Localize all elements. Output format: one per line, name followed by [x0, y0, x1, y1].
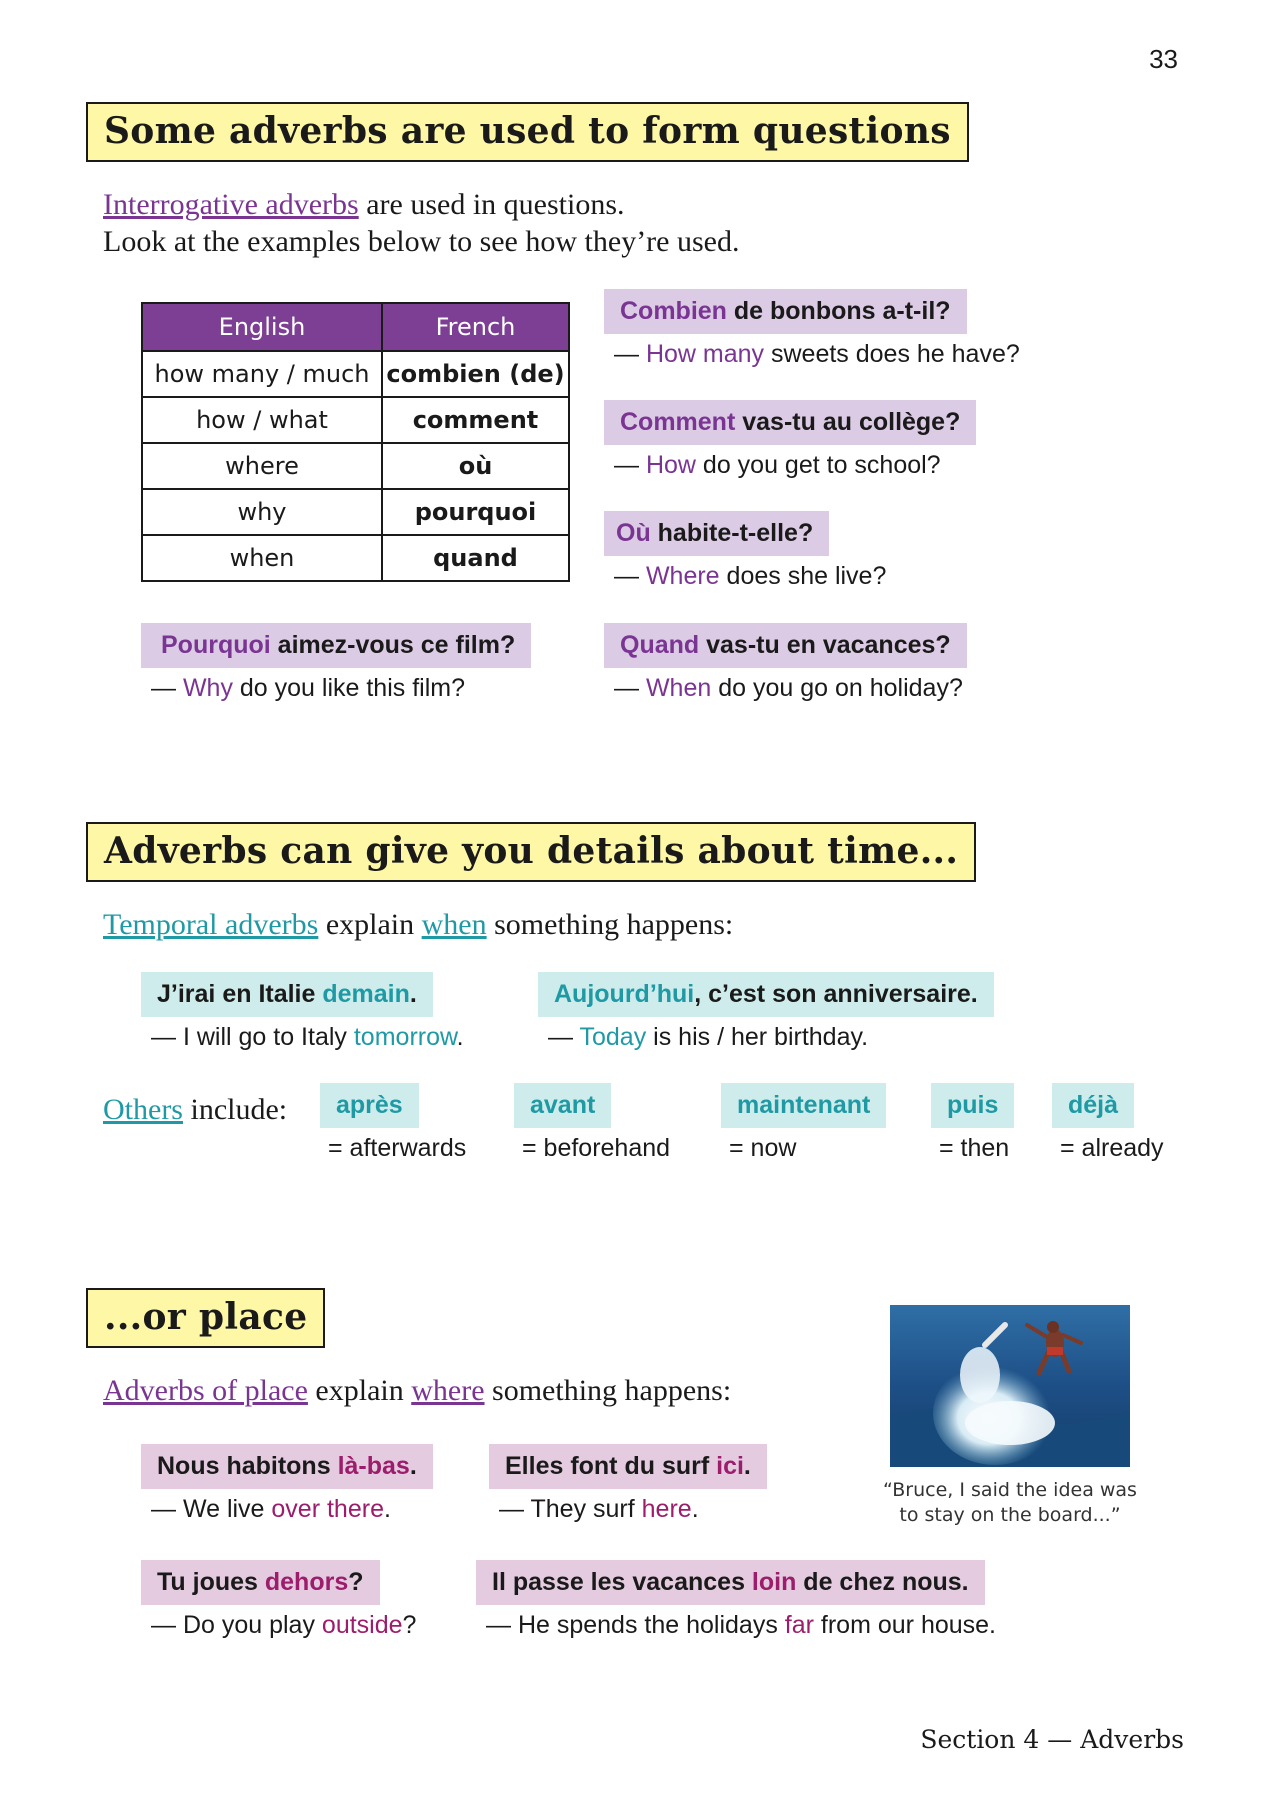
chip-maintenant: maintenant = now [721, 1083, 886, 1163]
photo-caption: “Bruce, I said the idea was to stay on the board...” [883, 1479, 1137, 1526]
chip-avant: avant = beforehand [514, 1083, 670, 1163]
example-pourquoi: Pourquoi aimez-vous ce film? — Why do you like this film? [141, 623, 531, 703]
chip-deja: déjà = already [1052, 1083, 1164, 1163]
table-header-french: French [382, 303, 569, 351]
adverbs-of-place-link[interactable]: Adverbs of place [103, 1374, 308, 1407]
example-aujourdhui: Aujourd’hui, c’est son anniversaire. — Today is his / her birthday. [538, 972, 994, 1052]
example-quand: Quand vas-tu en vacances? — When do you go on holiday? [604, 623, 967, 703]
vocab-table [141, 302, 570, 582]
example-ou: Où habite-t-elle? — Where does she live? [604, 511, 886, 591]
table-row: how many / much combien (de) [142, 351, 569, 397]
surfer-photo [890, 1305, 1130, 1467]
section-heading-questions: Some adverbs are used to form questions [86, 102, 969, 162]
others-label: Others include: [103, 1093, 288, 1126]
page-number: 33 [1149, 44, 1178, 74]
example-comment: Comment vas-tu au collège? — How do you get to school? [604, 400, 976, 480]
table-header-english: English [142, 303, 382, 351]
intro-time: Temporal adverbs explain when something happens: [103, 908, 734, 941]
intro-questions: Interrogative adverbs are used in questions. Look at the examples below to see how they’re used. [103, 188, 740, 258]
table-row: when quand [142, 535, 569, 581]
others-link[interactable]: Others [103, 1093, 183, 1126]
section-heading-place: ...or place [86, 1288, 325, 1348]
table-row: how / what comment [142, 397, 569, 443]
example-loin: Il passe les vacances loin de chez nous. — He spends the holidays far from our house. [476, 1560, 996, 1640]
section-heading-time: Adverbs can give you details about time... [86, 822, 976, 882]
when-link[interactable]: when [421, 908, 487, 941]
table-row: why pourquoi [142, 489, 569, 535]
chip-apres: après = afterwards [320, 1083, 466, 1163]
example-ici: Elles font du surf ici. — They surf here. [489, 1444, 767, 1524]
example-dehors: Tu joues dehors? — Do you play outside? [141, 1560, 416, 1640]
intro-place: Adverbs of place explain where something happens: [103, 1374, 732, 1407]
footer: Section 4 — Adverbs [920, 1725, 1184, 1754]
chip-puis: puis = then [931, 1083, 1014, 1163]
example-combien: Combien de bonbons a-t-il? — How many sweets does he have? [604, 289, 1020, 369]
interrogative-adverbs-link[interactable]: Interrogative adverbs [103, 188, 359, 221]
example-la-bas: Nous habitons là-bas. — We live over there. [141, 1444, 433, 1524]
example-demain: J’irai en Italie demain. — I will go to Italy tomorrow. [141, 972, 464, 1052]
temporal-adverbs-link[interactable]: Temporal adverbs [103, 908, 319, 941]
table-row: where où [142, 443, 569, 489]
where-link[interactable]: where [411, 1374, 485, 1407]
